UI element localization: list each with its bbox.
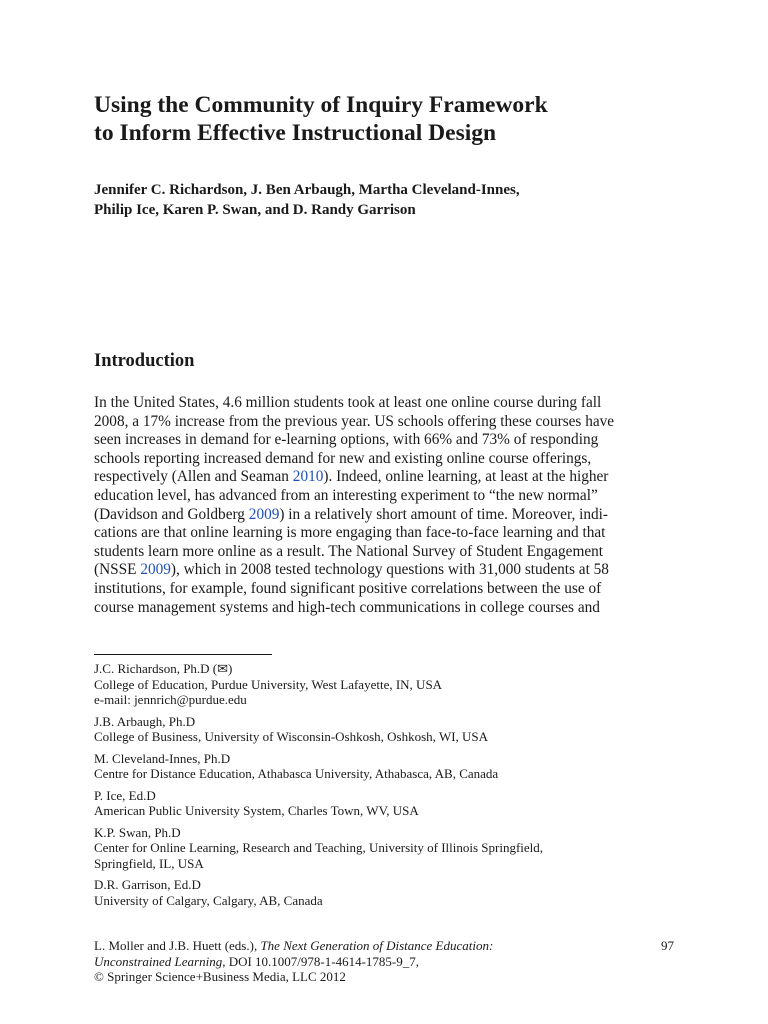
intro-paragraph	[94, 394, 678, 617]
affiliation-name: P. Ice, Ed.D	[94, 787, 156, 803]
section-heading: Introduction	[94, 351, 195, 371]
text-line: 2008, a 17% increase from the previous year. US schools offering these courses have	[94, 412, 615, 430]
affiliation-entry	[94, 751, 694, 782]
text-line	[94, 561, 678, 580]
affiliation-name: J.C. Richardson, Ph.D (✉)	[94, 661, 233, 676]
authors-line: Philip Ice, Karen P. Swan, and D. Randy Garrison	[94, 202, 416, 218]
text-line: cations are that online learning is more engaging than face-to-face learning and that	[94, 524, 606, 542]
text-line: education level, has advanced from an interesting experiment to “the new normal”	[94, 486, 598, 504]
text-line	[94, 468, 678, 487]
text-segment: (Davidson and Goldberg	[94, 505, 249, 523]
book-title: The Next Generation of Distance Education:	[260, 938, 494, 953]
text-line: In the United States, 4.6 million students took at least one online course during fall	[94, 394, 602, 411]
citation-footer	[94, 938, 678, 985]
affiliation-entry	[94, 788, 694, 819]
affiliation-entry	[94, 661, 694, 708]
citation-link[interactable]: 2009	[248, 505, 280, 523]
affiliation-line: College of Education, Purdue University, West Lafayette, IN, USA	[94, 676, 443, 692]
footer-line	[94, 938, 678, 954]
text-segment: ), which in 2008 tested technology questions with 31,000 students at 58	[170, 561, 609, 579]
affiliations	[94, 661, 694, 914]
book-subtitle: Unconstrained Learning	[94, 953, 223, 969]
footer-text: L. Moller and J.B. Huett (eds.),	[94, 938, 261, 953]
title-line: to Inform Effective Instructional Design	[94, 120, 497, 146]
text-line: seen increases in demand for e-learning options, with 66% and 73% of responding	[94, 431, 599, 449]
affiliation-entry	[94, 825, 694, 872]
affiliation-line: University of Calgary, Calgary, AB, Canada	[94, 892, 323, 908]
author-list	[94, 180, 714, 220]
text-segment: ) in a relatively short amount of time. Moreover, indi-	[279, 505, 608, 523]
affiliation-line: Centre for Distance Education, Athabasca University, Athabasca, AB, Canada	[94, 766, 499, 781]
affiliation-name: K.P. Swan, Ph.D	[94, 824, 181, 840]
chapter-title	[94, 91, 694, 147]
authors-line: Jennifer C. Richardson, J. Ben Arbaugh, Martha Cleveland-Innes,	[94, 182, 520, 198]
affiliation-entry	[94, 714, 694, 745]
text-line: schools reporting increased demand for new and existing online course offerings,	[94, 449, 592, 467]
affiliation-name: D.R. Garrison, Ed.D	[94, 877, 201, 892]
affiliation-name: M. Cleveland-Innes, Ph.D	[94, 750, 231, 766]
footnote-rule	[94, 654, 272, 655]
page-number: 97	[661, 938, 674, 953]
citation-link[interactable]: 2009	[140, 561, 171, 579]
footer-line	[94, 954, 678, 970]
text-segment: (NSSE	[94, 561, 141, 579]
affiliation-entry	[94, 877, 694, 908]
affiliation-email[interactable]: e-mail: jennrich@purdue.edu	[94, 692, 247, 707]
text-segment: ). Indeed, online learning, at least at the higher	[323, 468, 609, 486]
text-line	[94, 506, 678, 525]
copyright-line: © Springer Science+Business Media, LLC 2012	[94, 969, 346, 984]
affiliation-line: Center for Online Learning, Research and Teaching, University of Illinois Springfield,	[94, 840, 544, 855]
affiliation-line: Springfield, IL, USA	[94, 855, 204, 871]
text-line: students learn more online as a result. The National Survey of Student Engagement	[94, 542, 604, 560]
text-line: course management systems and high-tech communications in college courses and	[94, 598, 600, 616]
text-line: institutions, for example, found significant positive correlations between the use of	[94, 579, 602, 597]
affiliation-name: J.B. Arbaugh, Ph.D	[94, 713, 196, 729]
footer-doi: , DOI 10.1007/978-1-4614-1785-9_7,	[222, 953, 419, 969]
title-line: Using the Community of Inquiry Framework	[94, 92, 548, 118]
affiliation-line: American Public University System, Charles Town, WV, USA	[94, 803, 419, 818]
affiliation-line: College of Business, University of Wisconsin-Oshkosh, Oshkosh, WI, USA	[94, 729, 489, 744]
text-segment: respectively (Allen and Seaman	[94, 468, 293, 486]
citation-link[interactable]: 2010	[292, 468, 324, 486]
